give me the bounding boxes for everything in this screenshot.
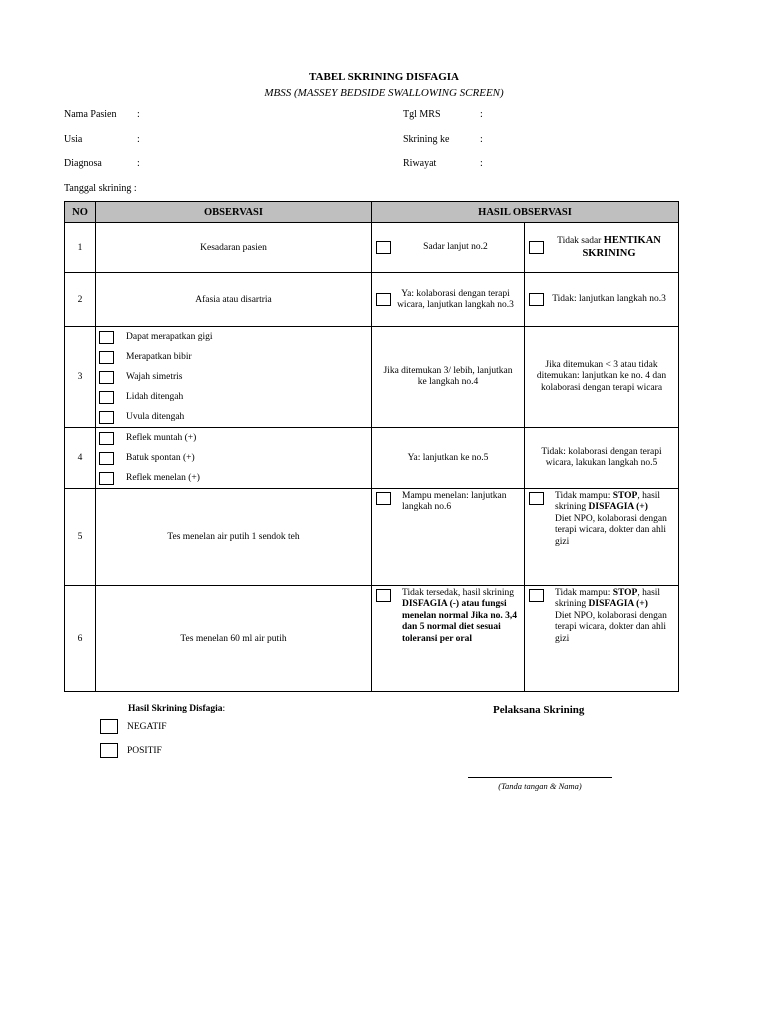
checkbox-tidak-tersedak[interactable]	[376, 589, 391, 602]
table-row	[65, 586, 679, 692]
stop-instruction: STOP	[612, 491, 638, 501]
table-row	[65, 223, 679, 273]
observation-text: Tes menelan 60 ml air putih	[96, 586, 372, 692]
checkbox-merapatkan-bibir[interactable]	[99, 351, 114, 364]
checkbox-batuk-spontan[interactable]	[99, 452, 114, 465]
checkbox-lidah-ditengah[interactable]	[99, 391, 114, 404]
checkbox-tidak-mampu-60ml[interactable]	[529, 589, 544, 602]
colon-diagnosa: :	[137, 158, 140, 169]
checkbox-positif[interactable]	[100, 743, 118, 758]
label-riwayat: Riwayat	[403, 158, 437, 169]
row-number: 6	[65, 586, 96, 692]
positif-label: POSITIF	[127, 745, 162, 756]
observation-checklist	[96, 327, 372, 428]
header-no: NO	[65, 202, 96, 223]
checklist-item: Batuk spontan (+)	[96, 448, 371, 468]
checkbox-negatif[interactable]	[100, 719, 118, 734]
disfagia-positive: DISFAGIA (+)	[588, 502, 648, 513]
screening-table	[64, 201, 679, 692]
checklist-item: Uvula ditengah	[96, 407, 371, 427]
row-number: 4	[65, 428, 96, 489]
result-no-text: Tidak: lanjutkan langkah no.3	[552, 294, 666, 305]
result-no-cell: Tidak mampu: STOP, hasil skrining DISFAGIA (+) Diet NPO, kolaborasi dengan terapi wicara, dokter dan ahli gizi	[525, 586, 679, 692]
hasil-skrining-label: Hasil Skrining Disfagia:	[128, 704, 226, 714]
result-yes-cell	[372, 223, 525, 273]
table-row	[65, 273, 679, 327]
row-number: 5	[65, 489, 96, 586]
label-diagnosa: Diagnosa	[64, 158, 102, 169]
checkbox-tidak-sadar[interactable]	[529, 241, 544, 254]
row-number: 1	[65, 223, 96, 273]
checklist-item: Lidah ditengah	[96, 387, 371, 407]
checkbox-reflek-muntah[interactable]	[99, 432, 114, 445]
checkbox-sadar[interactable]	[376, 241, 391, 254]
checkbox-mampu-menelan[interactable]	[376, 492, 391, 505]
document-subtitle: MBSS (MASSEY BEDSIDE SWALLOWING SCREEN)	[264, 87, 504, 99]
label-skrining-ke: Skrining ke	[403, 134, 450, 145]
signature-line	[468, 777, 612, 778]
stop-instruction: HENTIKAN SKRINING	[582, 235, 661, 259]
pelaksana-label: Pelaksana Skrining	[493, 704, 585, 716]
result-yes-cell	[372, 273, 525, 327]
label-tgl-mrs: Tgl MRS	[403, 109, 441, 120]
checkbox-ya[interactable]	[376, 293, 391, 306]
result-yes-text: Sadar lanjut no.2	[423, 242, 488, 253]
header-hasil-observasi: HASIL OBSERVASI	[372, 202, 679, 223]
label-usia: Usia	[64, 134, 83, 145]
result-yes-cell: Tidak tersedak, hasil skrining DISFAGIA (-) atau fungsi menelan normal Jika no. 3,4 dan 5 normal diet sesuai toleransi per oral	[372, 586, 525, 692]
observation-text: Tes menelan air putih 1 sendok teh	[96, 489, 372, 586]
checklist-item: Wajah simetris	[96, 367, 371, 387]
table-row	[65, 428, 679, 489]
document-title: TABEL SKRINING DISFAGIA	[309, 71, 459, 83]
negatif-label: NEGATIF	[127, 721, 167, 732]
colon-skrining-ke: :	[480, 134, 483, 145]
row-number: 3	[65, 327, 96, 428]
observation-text: Afasia atau disartria	[96, 273, 372, 327]
checklist-item: Merapatkan bibir	[96, 347, 371, 367]
result-yes-text: Mampu menelan: lanjutkan langkah no.6	[402, 491, 507, 513]
header-observasi: OBSERVASI	[96, 202, 372, 223]
result-yes-text: Ya: lanjutkan ke no.5	[372, 428, 525, 489]
disfagia-positive: DISFAGIA (+)	[588, 599, 648, 610]
result-no-cell	[525, 223, 679, 273]
colon-nama-pasien: :	[137, 109, 140, 120]
observation-checklist	[96, 428, 372, 489]
checklist-item: Reflek menelan (+)	[96, 468, 371, 488]
result-yes-text: Ya: kolaborasi dengan terapi wicara, lanjutkan langkah no.3	[397, 288, 514, 310]
colon-usia: :	[137, 134, 140, 145]
label-tanggal-skrining: Tanggal skrining :	[64, 183, 137, 194]
checkbox-tidak-mampu[interactable]	[529, 492, 544, 505]
option-negatif	[100, 719, 167, 734]
stop-instruction: STOP	[612, 588, 638, 598]
result-no-cell	[525, 273, 679, 327]
checklist-item: Dapat merapatkan gigi	[96, 327, 371, 347]
option-positif	[100, 743, 162, 758]
result-yes-text: Jika ditemukan 3/ lebih, lanjutkan ke langkah no.4	[372, 327, 525, 428]
observation-text: Kesadaran pasien	[96, 223, 372, 273]
label-nama-pasien: Nama Pasien	[64, 109, 117, 120]
result-no-text: Tidak: kolaborasi dengan terapi wicara, lakukan langkah no.5	[525, 428, 679, 489]
colon-riwayat: :	[480, 158, 483, 169]
signature-caption: (Tanda tangan & Nama)	[498, 781, 582, 791]
result-no-cell: Tidak mampu: STOP, hasil skrining DISFAGIA (+) Diet NPO, kolaborasi dengan terapi wicara, dokter dan ahli gizi	[525, 489, 679, 586]
checkbox-uvula-ditengah[interactable]	[99, 411, 114, 424]
result-no-text: Tidak sadar	[557, 236, 604, 247]
result-no-text: Jika ditemukan < 3 atau tidak ditemukan: lanjutkan ke no. 4 dan kolaborasi dengan terapi wicara	[525, 327, 679, 428]
checkbox-merapatkan-gigi[interactable]	[99, 331, 114, 344]
table-header-row	[65, 202, 679, 223]
disfagia-negative: DISFAGIA (-) atau fungsi menelan normal Jika no. 3,4 dan 5 normal diet sesuai toleransi per oral	[402, 599, 518, 644]
checkbox-wajah-simetris[interactable]	[99, 371, 114, 384]
row-number: 2	[65, 273, 96, 327]
checkbox-tidak[interactable]	[529, 293, 544, 306]
result-yes-cell	[372, 489, 525, 586]
table-row	[65, 489, 679, 586]
colon-tgl-mrs: :	[480, 109, 483, 120]
table-row	[65, 327, 679, 428]
checklist-item: Reflek muntah (+)	[96, 428, 371, 448]
checkbox-reflek-menelan[interactable]	[99, 472, 114, 485]
